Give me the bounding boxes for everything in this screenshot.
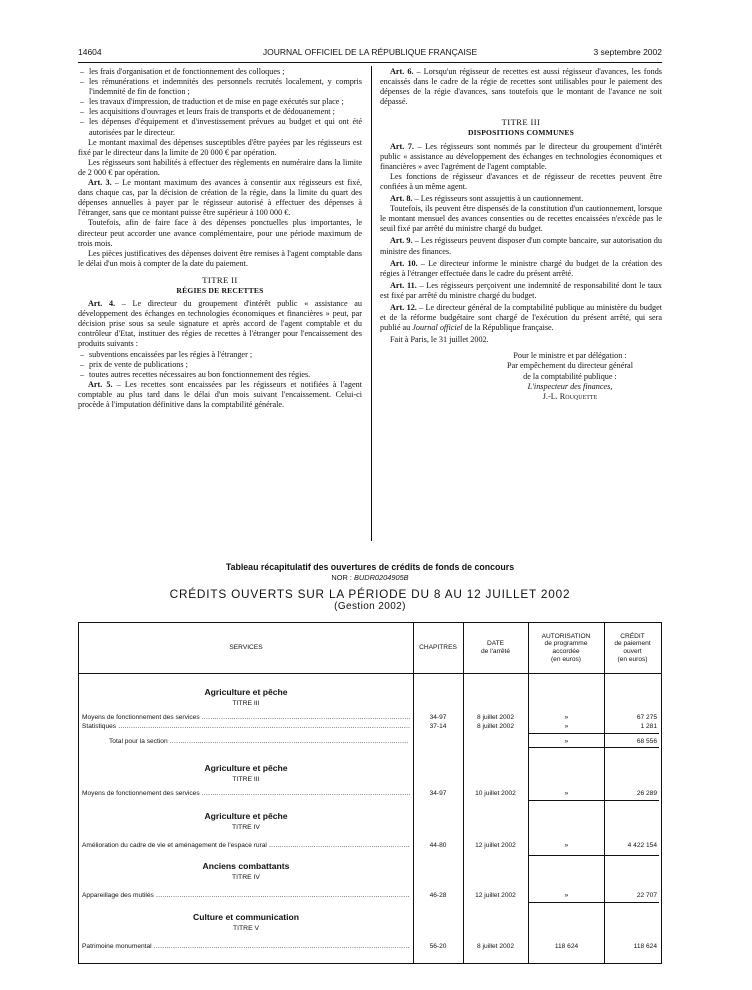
article-label: Art. 8. — [390, 194, 413, 204]
journal-title: JOURNAL OFFICIEL DE LA RÉPUBLIQUE FRANÇAISE — [262, 47, 478, 57]
page-number: 14604 — [78, 47, 102, 57]
article-4: Art. 4. – Le directeur du groupement d'intérêt public « assistance au développement des échanges en technologies économiques et financières » peut, par décision prise sous sa seule signature et après accord de l'agent comptable et du contrôleur d'Etat, instituer des régies de recettes à l'étranger pour l'encaissement des produits suivants : — [78, 299, 363, 349]
group-section: Agriculture et pêche — [204, 687, 288, 697]
article-label: Art. 12. — [390, 302, 417, 312]
paragraph-toutefois: Toutefois, ils peuvent être dispensés de la constitution d'un cautionnement, lorsque le montant mensuel des avances consenties ou de recettes encaissées n'excède pas le seuil fixé par arrêté du ministre chargé du budget. — [380, 204, 662, 234]
table-row: Moyens de fonctionnement des services ..... 34-97 8 juillet 2002 » 67 275 — [79, 713, 661, 722]
section-subtitle: RÉGIES DE RECETTES — [176, 285, 264, 295]
article-label: Art. 7. — [390, 141, 414, 151]
total-rule — [529, 747, 659, 748]
table-row: Amélioration du cadre de vie et aménagement de l'espace rural ..... 44-80 12 juillet 2002 » 4 422 154 — [79, 841, 661, 850]
signature-date: Fait à Paris, le 31 juillet 2002. — [390, 335, 489, 345]
section-title: TITRE III — [501, 117, 541, 128]
table-title: Tableau récapitulatif des ouvertures de crédits de fonds de concours — [225, 562, 515, 572]
total-rule — [529, 800, 659, 801]
list-item: – les acquisitions d'ouvrages et leurs frais de transports et de dédouanement ; — [89, 107, 362, 117]
table-row: Patrimoine monumental ..... 56-20 8 juillet 2002 118 624 118 624 — [79, 942, 661, 951]
section-title: TITRE II — [202, 274, 238, 285]
journal-reference: Journal officiel — [412, 323, 463, 333]
paragraph-pieces: Les pièces justificatives des dépenses doivent être remises à l'agent comptable dans le délai d'un mois à compter de la date du paiement. — [78, 248, 362, 268]
header-rule — [78, 62, 662, 63]
table-header — [79, 623, 661, 674]
group-titre: TITRE IV — [232, 824, 260, 831]
left-column — [78, 67, 362, 410]
group-section: Agriculture et pêche — [204, 811, 288, 821]
list-item: – prix de vente de publications ; — [89, 360, 362, 370]
header-chapitres: CHAPITRES — [419, 644, 457, 652]
article-label: Art. 3. — [88, 178, 112, 188]
article-label: Art. 11. — [390, 280, 417, 290]
header-autorisation: AUTORISATION de programme accordée (en euros) — [541, 632, 591, 663]
paragraph-regisseurs: Les régisseurs sont habilités à effectuer des règlements en numéraire dans la limite de 2 000 € par opération. — [78, 157, 362, 177]
article-label: Art. 10. — [390, 258, 418, 268]
table-row: Moyens de fonctionnement des services ..... 34-97 10 juillet 2002 » 26 289 — [79, 789, 661, 798]
article-7: Art. 7. – Les régisseurs sont nommés par le directeur du groupement d'intérêt public « assistance au développement des échanges en technologies économiques et financières » avec l'agrément de l'agent comptable. — [380, 141, 662, 171]
list-item: – les dépenses d'équipement et d'investissement prévues au budget et qui ont été autorisées par le directeur. — [89, 117, 362, 137]
table-gestion: (Gestion 2002) — [334, 601, 406, 612]
signature-block — [380, 351, 662, 401]
article-10: Art. 10. – Le directeur informe le ministre chargé du budget de la création des régies à l'étranger effectuée dans le cadre du présent arrêté. — [380, 258, 663, 278]
paragraph-montant: Le montant maximal des dépenses susceptibles d'être payées par les régisseurs est fixé par le directeur dans la limite de 20 000 € par opération. — [78, 137, 362, 157]
list-item: – les travaux d'impression, de traduction et de mise en page exécutés sur place ; — [89, 97, 362, 107]
article-label: Art. 9. — [390, 236, 413, 246]
article-8: Art. 8. – Les régisseurs sont assujettis à un cautionnement. — [390, 194, 584, 204]
article-9: Art. 9. – Les régisseurs peuvent disposer d'un compte bancaire, sur autorisation du ministre des finances. — [380, 236, 662, 256]
signature-line: Pour le ministre et par délégation : — [513, 351, 627, 361]
article-label: Art. 6. — [390, 67, 414, 76]
nor-reference: NOR : BUDR0204905B — [331, 573, 409, 582]
section-subtitle: DISPOSITIONS COMMUNES — [467, 128, 575, 138]
header-date: DATE de l'arrêté — [480, 640, 511, 655]
signature-role: L'inspecteur des finances, — [527, 381, 613, 391]
group-titre: TITRE III — [232, 776, 260, 783]
list-item: – subventions encaissées par les régies à l'étranger ; — [89, 350, 362, 360]
group-titre: TITRE V — [232, 925, 260, 932]
signature-line: Par empêchement du directeur général — [507, 361, 633, 371]
issue-date: 3 septembre 2002 — [593, 47, 662, 57]
article-6: Art. 6. – Lorsqu'un régisseur de recettes est aussi régisseur d'avances, les fonds encaissés dans le cadre de la régie de recettes sont utilisables pour le paiement des dépenses de la régie d'avances, sans toutefois que le montant de l'avance ne soit dépassé. — [380, 67, 662, 107]
header-credit: CRÉDIT de paiement ouvert (en euros) — [614, 632, 651, 663]
list-item: – toutes autres recettes nécessaires au bon fonctionnement des régies. — [89, 370, 362, 380]
list-item: – les frais d'organisation et de fonctionnement des colloques ; — [89, 67, 362, 77]
right-column — [380, 67, 662, 402]
credits-table — [78, 622, 662, 964]
paragraph-fonctions: Les fonctions de régisseur d'avances et de régisseur de recettes peuvent être confiées à un même agent. — [380, 171, 662, 191]
group-section: Culture et communication — [193, 912, 299, 922]
page-header — [78, 47, 662, 61]
article-3: Art. 3. – Le montant maximum des avances à consentir aux régisseurs est fixé, dans chaque cas, par la décision de création de la régie, dans la limite du quart des dépenses annuelles à payer par le régisseur autorisé à effectuer des dépenses à l'étranger, sans que ce montant puisse être supérieur à 100 000 €. — [78, 178, 363, 218]
article-label: Art. 4. — [88, 299, 116, 309]
table-row: Appareillage des mutilés ..... 46-28 12 juillet 2002 » 22 707 — [79, 891, 661, 900]
expense-list — [78, 67, 362, 138]
group-section: Agriculture et pêche — [204, 763, 288, 773]
article-12: Art. 12. – Le directeur général de la comptabilité publique au ministère du budget et de la réforme budgétaire sont chargé de l'exécution du présent arrêté, qui sera publié au Journal officiel de la République française. — [380, 302, 662, 333]
group-titre: TITRE IV — [232, 874, 260, 881]
group-titre: TITRE III — [232, 700, 260, 707]
article-label: Art. 5. — [88, 379, 113, 389]
article-11: Art. 11. – Les régisseurs perçoivent une indemnité de responsabilité dont le taux est fixé par arrêté du ministre chargé du budget. — [380, 280, 662, 300]
total-rule — [529, 855, 659, 856]
paragraph-toutefois: Toutefois, afin de faire face à des dépenses ponctuelles plus importantes, le directeur peut accorder une avance complémentaire, pour une période maximum de trois mois. — [78, 218, 362, 248]
header-services: SERVICES — [229, 644, 263, 652]
list-item: – les rémunérations et indemnités des personnels recrutés localement, y compris l'indemnité de fin de fonction ; — [89, 77, 362, 97]
total-rule — [529, 902, 659, 903]
signature-name: J.-L. Rouquette — [542, 391, 598, 401]
table-title-block — [78, 562, 662, 612]
article-5: Art. 5. – Les recettes sont encaissées par les régisseurs et notifiées à l'agent comptable au plus tard dans le délai d'un mois suivant l'encaissement. Celui-ci procède à l'imputation définitive dans la comptabilité générale. — [78, 379, 363, 409]
receipt-list — [78, 350, 362, 380]
subtotal-rule — [529, 733, 659, 734]
table-row: Statistiques ..... 37-14 8 juillet 2002 » 1 281 — [79, 722, 661, 731]
signature-line: de la comptabilité publique : — [523, 371, 617, 381]
table-heading: CRÉDITS OUVERTS SUR LA PÉRIODE DU 8 AU 12 JUILLET 2002 — [169, 587, 571, 601]
total-row: Total pour la section ..... » 68 556 — [79, 737, 661, 746]
group-section: Anciens combattants — [202, 861, 290, 871]
column-divider — [371, 66, 372, 541]
